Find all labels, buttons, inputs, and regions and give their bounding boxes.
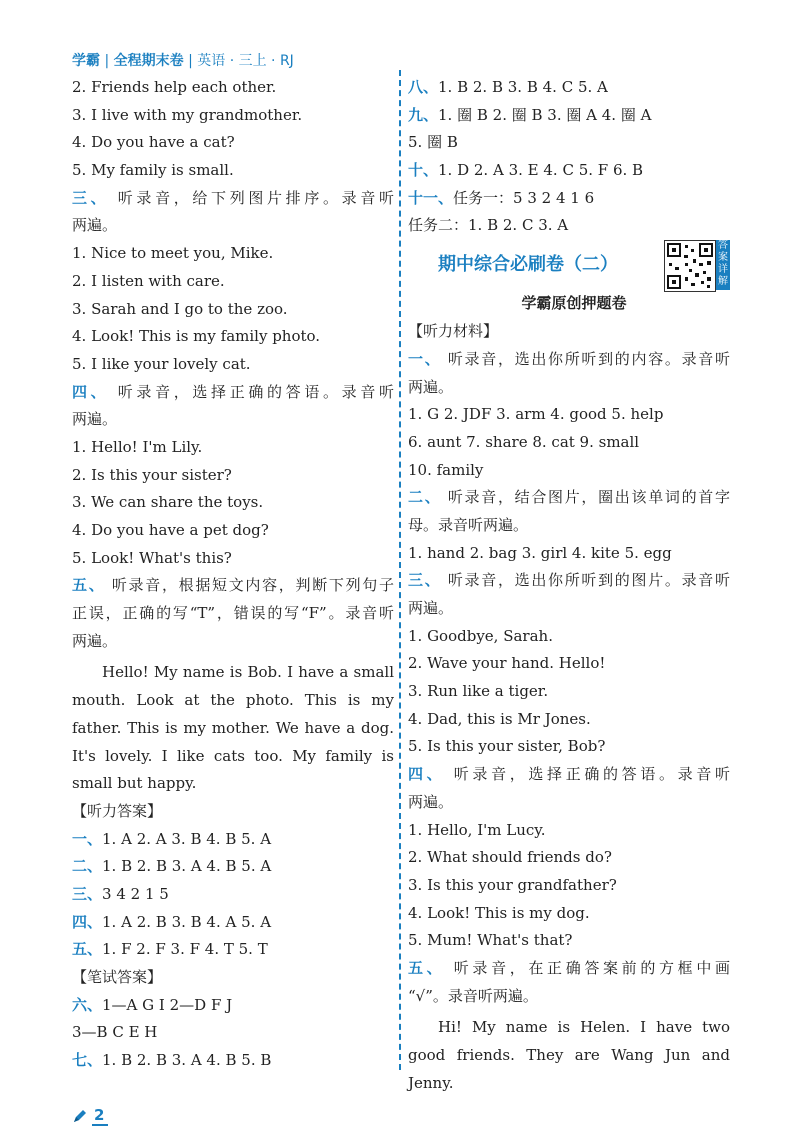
text-line bbox=[72, 185, 394, 213]
line-text: 3. Sarah and I go to the zoo. bbox=[72, 299, 288, 318]
line-text: 1. Hello! I'm Lily. bbox=[72, 437, 203, 456]
text-line bbox=[408, 817, 730, 845]
line-text: 两遍。 bbox=[408, 599, 454, 617]
text-line bbox=[408, 595, 730, 623]
text-line bbox=[72, 572, 394, 600]
section-number: 十一、 bbox=[408, 188, 454, 207]
text-line bbox=[72, 881, 394, 909]
answer-key-continued bbox=[408, 74, 730, 240]
text-line bbox=[408, 212, 730, 240]
text-line bbox=[408, 872, 730, 900]
line-text: 1. A 2. A 3. B 4. B 5. A bbox=[102, 829, 272, 848]
section-number: 七、 bbox=[72, 1051, 103, 1070]
line-text: 【听力材料】 bbox=[408, 322, 499, 341]
text-line bbox=[408, 74, 730, 102]
text-line bbox=[408, 129, 730, 157]
text-line bbox=[72, 545, 394, 573]
line-text: 3. We can share the toys. bbox=[72, 493, 264, 512]
line-text: 1—A G I 2—D F J bbox=[102, 995, 233, 1014]
line-text: 【听力答案】 bbox=[72, 801, 163, 820]
line-text: 1. 圈 B 2. 圈 B 3. 圈 A 4. 圈 A bbox=[438, 105, 652, 124]
exam-title-row bbox=[408, 240, 730, 288]
line-text: 2. Wave your hand. Hello! bbox=[408, 654, 606, 673]
header-meta: 英语 · 三上 · RJ bbox=[197, 53, 294, 69]
page-footer bbox=[72, 1106, 108, 1126]
line-text: 1. B 2. B 3. A 4. B 5. B bbox=[102, 1051, 272, 1070]
section-number: 二、 bbox=[72, 857, 103, 876]
text-line bbox=[72, 1019, 394, 1047]
line-text: 3—B C E H bbox=[72, 1023, 158, 1042]
line-text: 任务二：1. B 2. C 3. A bbox=[408, 216, 569, 235]
line-text: 听录音，结合图片，圈出该单词的首字 bbox=[441, 488, 730, 507]
line-text: 两遍。 bbox=[72, 410, 118, 429]
line-text: 3 4 2 1 5 bbox=[102, 884, 169, 903]
right-column bbox=[408, 74, 730, 1092]
line-text: 5. I like your lovely cat. bbox=[72, 354, 251, 373]
section-number: 十、 bbox=[408, 161, 439, 180]
text-line bbox=[72, 798, 394, 826]
text-line bbox=[72, 268, 394, 296]
text-line bbox=[408, 567, 730, 595]
line-text: 听录音，根据短文内容，判断下列句子 bbox=[105, 576, 394, 595]
text-line bbox=[408, 512, 730, 540]
line-text: 5. 圈 B bbox=[408, 133, 458, 152]
line-text: Hi! My name is Helen. I have two bbox=[438, 1018, 730, 1037]
text-line bbox=[72, 687, 394, 715]
text-line bbox=[408, 157, 730, 185]
text-line bbox=[408, 429, 730, 457]
text-line bbox=[72, 406, 394, 434]
listening-material bbox=[408, 318, 730, 1092]
line-text: 4. Look! This is my dog. bbox=[408, 903, 590, 922]
text-line bbox=[408, 457, 730, 485]
text-line bbox=[72, 909, 394, 937]
text-line bbox=[72, 715, 394, 743]
text-line bbox=[72, 826, 394, 854]
line-text: 两遍。 bbox=[408, 792, 454, 811]
text-line bbox=[72, 853, 394, 881]
line-text: 听录音，在正确答案前的方框中画 bbox=[445, 958, 730, 977]
line-text: 4. Dad, this is Mr Jones. bbox=[408, 709, 591, 728]
line-text: 2. What should friends do? bbox=[408, 848, 612, 867]
text-line bbox=[72, 770, 394, 798]
section-number: 九、 bbox=[408, 105, 439, 124]
text-line bbox=[72, 379, 394, 407]
text-line bbox=[72, 600, 394, 628]
text-line bbox=[408, 678, 730, 706]
section-number: 三、 bbox=[72, 188, 110, 207]
text-line bbox=[72, 351, 394, 379]
running-header: 学霸 | 全程期末卷 | 英语 · 三上 · RJ bbox=[72, 53, 294, 69]
line-text: 10. family bbox=[408, 460, 484, 479]
line-text: mouth. Look at the photo. This is my bbox=[72, 691, 394, 710]
line-text: 听录音，选出你所听到的图片。录音听 bbox=[441, 571, 730, 590]
text-line bbox=[408, 955, 730, 983]
section-number: 一、 bbox=[72, 829, 103, 848]
section-number: 四、 bbox=[72, 912, 103, 931]
text-line bbox=[72, 628, 394, 656]
text-line bbox=[408, 484, 730, 512]
line-text: 5. Look! What's this? bbox=[72, 548, 232, 567]
line-text: 两遍。 bbox=[72, 631, 118, 650]
text-line bbox=[72, 102, 394, 130]
text-line bbox=[408, 761, 730, 789]
text-line bbox=[408, 1014, 730, 1042]
left-column bbox=[72, 74, 394, 1075]
line-text: 3. Run like a tiger. bbox=[408, 682, 549, 701]
section-number: 五、 bbox=[408, 958, 446, 977]
line-text: 2. I listen with care. bbox=[72, 271, 225, 290]
line-text: small but happy. bbox=[72, 774, 197, 793]
text-line bbox=[72, 659, 394, 687]
line-text: 1. B 2. B 3. A 4. B 5. A bbox=[102, 857, 272, 876]
line-text: 6. aunt 7. share 8. cat 9. small bbox=[408, 432, 640, 451]
section-number: 五、 bbox=[72, 940, 103, 959]
header-series: 全程期末卷 bbox=[113, 53, 184, 69]
line-text: 听录音，选出你所听到的内容。录音听 bbox=[441, 349, 730, 368]
line-text: It's lovely. I like cats too. My family is bbox=[72, 746, 394, 765]
text-line bbox=[72, 964, 394, 992]
text-line bbox=[72, 296, 394, 324]
line-text: 5. Is this your sister, Bob? bbox=[408, 737, 606, 756]
text-line bbox=[408, 1042, 730, 1092]
section-number: 三、 bbox=[72, 884, 103, 903]
exam-subtitle: 学霸原创押题卷 bbox=[521, 294, 627, 313]
line-text: 【笔试答案】 bbox=[72, 968, 163, 986]
section-number: 三、 bbox=[408, 571, 442, 590]
text-line bbox=[408, 374, 730, 402]
line-text: 3. Is this your grandfather? bbox=[408, 875, 617, 894]
line-text: “√”。录音听两遍。 bbox=[408, 986, 538, 1005]
header-brand: 学霸 bbox=[72, 53, 100, 69]
line-text: 5. My family is small. bbox=[72, 161, 234, 180]
text-line bbox=[408, 540, 730, 568]
section-number: 六、 bbox=[72, 995, 103, 1014]
line-text: 2. Is this your sister? bbox=[72, 465, 232, 484]
section-number: 八、 bbox=[408, 78, 439, 96]
section-number: 四、 bbox=[408, 765, 446, 784]
text-line bbox=[72, 743, 394, 771]
text-line bbox=[72, 462, 394, 490]
text-line bbox=[408, 733, 730, 761]
line-text: good friends. They are Wang Jun and Jenny. bbox=[408, 1046, 730, 1092]
line-text: 1. B 2. B 3. B 4. C 5. A bbox=[438, 78, 608, 96]
line-text: 1. Nice to meet you, Mike. bbox=[72, 244, 274, 263]
line-text: 1. hand 2. bag 3. girl 4. kite 5. egg bbox=[408, 543, 672, 562]
line-text: 两遍。 bbox=[408, 377, 454, 396]
line-text: 1. Goodbye, Sarah. bbox=[408, 626, 553, 645]
text-line bbox=[408, 346, 730, 374]
text-line bbox=[408, 650, 730, 678]
section-number: 二、 bbox=[408, 488, 442, 507]
text-line bbox=[408, 623, 730, 651]
line-text: 母。录音听两遍。 bbox=[408, 515, 529, 534]
text-line bbox=[72, 323, 394, 351]
section-number: 五、 bbox=[72, 576, 106, 595]
text-line bbox=[408, 185, 730, 213]
line-text: 2. Friends help each other. bbox=[72, 78, 277, 96]
line-text: 两遍。 bbox=[72, 216, 118, 235]
text-line bbox=[72, 240, 394, 268]
line-text: Hello! My name is Bob. I have a small bbox=[102, 663, 394, 682]
line-text: 1. D 2. A 3. E 4. C 5. F 6. B bbox=[438, 161, 644, 180]
line-text: 1. F 2. F 3. F 4. T 5. T bbox=[102, 940, 268, 959]
text-line bbox=[72, 129, 394, 157]
line-text: 听录音，选择正确的答语。录音听 bbox=[445, 765, 730, 784]
text-line bbox=[408, 844, 730, 872]
line-text: 1. Hello, I'm Lucy. bbox=[408, 820, 546, 839]
text-line bbox=[408, 318, 730, 346]
exam-title: 期中综合必刷卷（二） bbox=[438, 254, 618, 276]
pencil-icon bbox=[72, 1108, 88, 1124]
line-text: 听录音，选择正确的答语。录音听 bbox=[109, 382, 394, 401]
text-line bbox=[408, 900, 730, 928]
line-text: 正误，正确的写“T”，错误的写“F”。录音听 bbox=[72, 604, 394, 623]
qr-answer-label: 答案详解 bbox=[716, 240, 730, 290]
text-line bbox=[72, 157, 394, 185]
text-line bbox=[72, 434, 394, 462]
text-line bbox=[408, 401, 730, 429]
line-text: 4. Do you have a pet dog? bbox=[72, 521, 269, 539]
line-text: 1. G 2. JDF 3. arm 4. good 5. help bbox=[408, 405, 664, 424]
text-line bbox=[408, 102, 730, 130]
line-text: 任务一：5 3 2 4 1 6 bbox=[453, 188, 595, 207]
qr-code-icon[interactable] bbox=[664, 240, 716, 292]
line-text: 1. A 2. B 3. B 4. A 5. A bbox=[102, 912, 272, 931]
section-number: 一、 bbox=[408, 349, 442, 368]
line-text: 5. Mum! What's that? bbox=[408, 931, 573, 950]
text-line bbox=[72, 936, 394, 964]
text-line bbox=[72, 212, 394, 240]
section-number: 四、 bbox=[72, 382, 110, 401]
text-line bbox=[72, 517, 394, 545]
text-line bbox=[408, 983, 730, 1011]
line-text: 4. Do you have a cat? bbox=[72, 133, 235, 152]
column-divider bbox=[399, 70, 401, 1070]
line-text: 4. Look! This is my family photo. bbox=[72, 327, 321, 346]
text-line bbox=[72, 992, 394, 1020]
line-text: 听录音，给下列图片排序。录音听 bbox=[109, 188, 394, 207]
line-text: father. This is my mother. We have a dog. bbox=[72, 718, 394, 737]
text-line bbox=[408, 789, 730, 817]
text-line bbox=[72, 1047, 394, 1075]
text-line bbox=[72, 489, 394, 517]
line-text: 3. I live with my grandmother. bbox=[72, 105, 303, 124]
text-line bbox=[408, 927, 730, 955]
text-line bbox=[72, 74, 394, 102]
page-number: 2 bbox=[92, 1106, 108, 1126]
text-line bbox=[408, 706, 730, 734]
